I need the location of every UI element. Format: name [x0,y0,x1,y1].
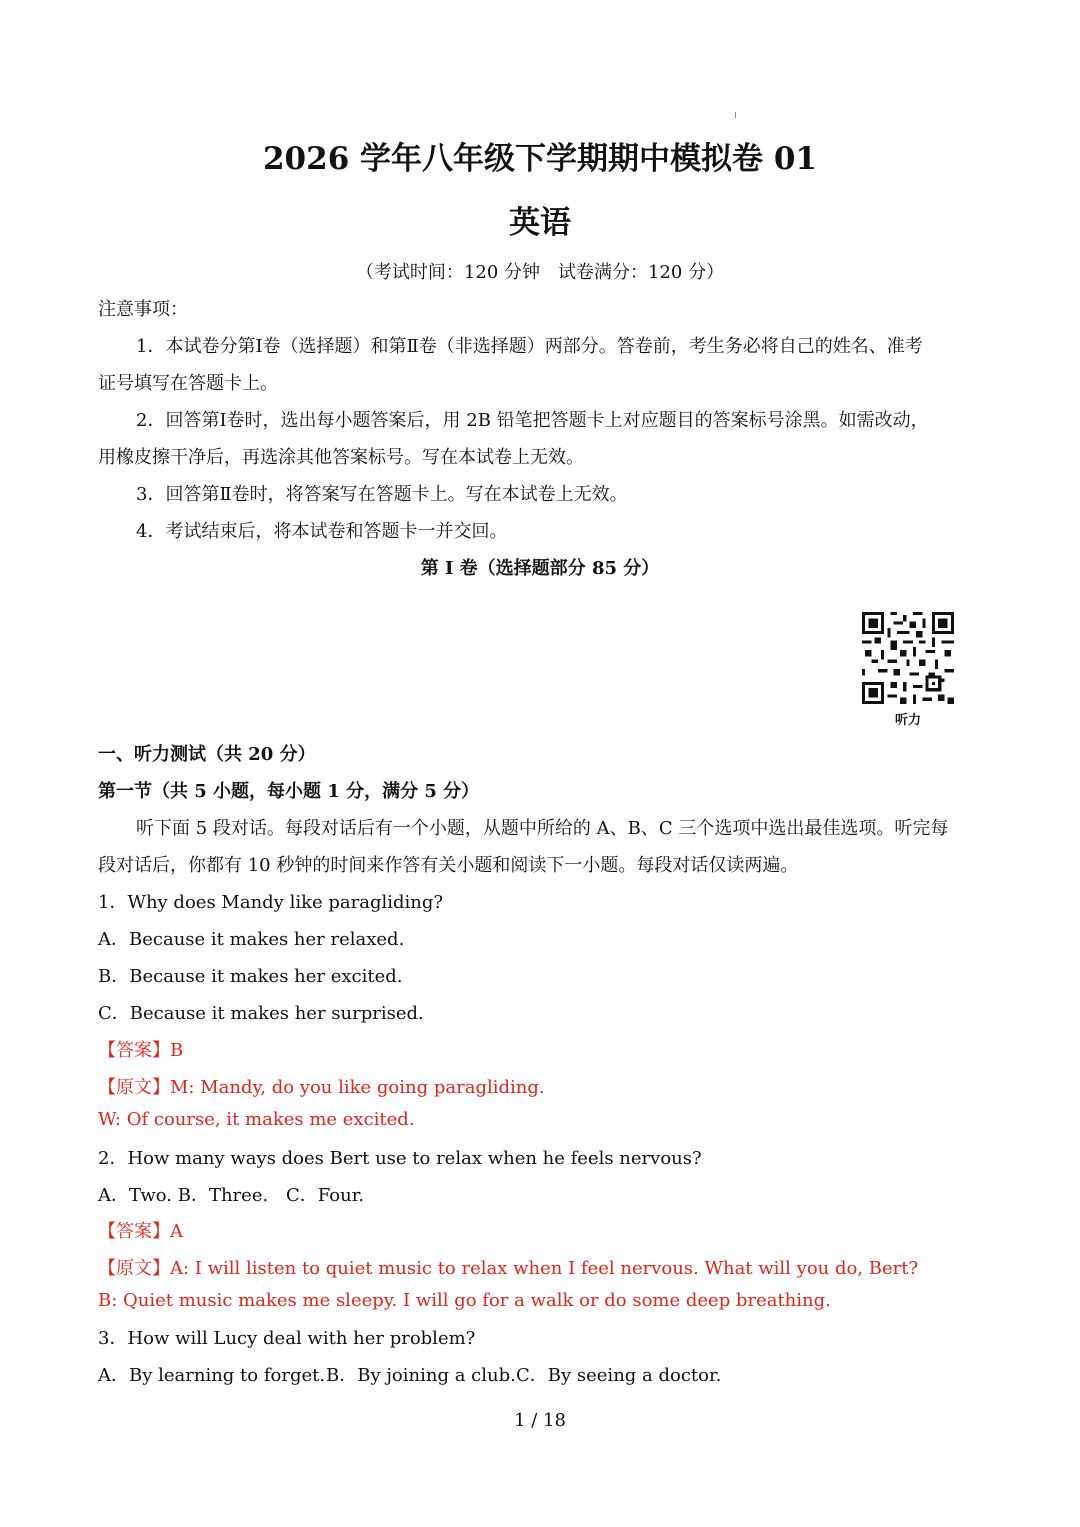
notice-item-2-cont: 用橡皮擦干净后，再选涂其他答案标号。写在本试卷上无效。 [98,447,584,468]
q2-answer: 【答案】A [98,1221,183,1242]
exam-info: （考试时间：120 分钟 试卷满分：120 分） [355,262,725,283]
q3-option-c: C．By seeing a doctor. [516,1365,722,1386]
section1-subheading: 第一节（共 5 小题，每小题 1 分，满分 5 分） [98,781,480,802]
q2-transcript-2: B: Quiet music makes me sleepy. I will go for a walk or do some deep breathing. [98,1290,831,1311]
q1-option-c: C．Because it makes her surprised. [98,1003,424,1024]
q2-option-ab: A．Two. B．Three. [98,1185,269,1206]
q3-option-a: A．By learning to forget. [98,1365,326,1386]
notice-item-1: 1．本试卷分第Ⅰ卷（选择题）和第Ⅱ卷（非选择题）两部分。答卷前，考生务必将自己的姓名、准考 [136,336,923,357]
q2-transcript-1: 【原文】A: I will listen to quiet music to relax when I feel nervous. What will you do, Bert? [98,1258,919,1279]
q3-option-b: B．By joining a club. [326,1365,516,1386]
notice-item-4: 4．考试结束后，将本试卷和答题卡一并交回。 [136,521,508,542]
q3-stem: 3．How will Lucy deal with her problem? [98,1328,476,1349]
section1-instructions: 听下面 5 段对话。每段对话后有一个小题，从题中所给的 A、B、C 三个选项中选出最佳选项。听完每 [136,818,949,839]
notice-item-1-cont: 证号填写在答题卡上。 [98,373,278,394]
part1-title: 第 I 卷（选择题部分 85 分） [420,558,660,579]
section1-instructions-cont: 段对话后，你都有 10 秒钟的时间来作答有关小题和阅读下一小题。每段对话仅读两遍。 [98,855,799,876]
q1-transcript-1: 【原文】M: Mandy, do you like going paragliding. [98,1077,545,1098]
subject-title: 英语 [509,205,571,241]
notice-heading: 注意事项： [98,299,188,320]
section1-heading: 一、听力测试（共 20 分） [98,744,316,765]
q1-option-b: B．Because it makes her excited. [98,966,403,987]
q2-stem: 2．How many ways does Bert use to relax when he feels nervous? [98,1148,702,1169]
page-number: 1 / 18 [514,1410,566,1431]
q1-stem: 1．Why does Mandy like paragliding? [98,892,444,913]
qr-label: 听力 [894,713,921,728]
q1-option-a: A．Because it makes her relaxed. [98,929,405,950]
q1-transcript-2: W: Of course, it makes me excited. [98,1109,415,1130]
exam-title: 2026 学年八年级下学期期中模拟卷 01 [262,141,817,177]
notice-item-2: 2．回答第Ⅰ卷时，选出每小题答案后，用 2B 铅笔把答题卡上对应题目的答案标号涂黑。如需改动， [136,410,929,431]
qr-code-icon[interactable] [862,612,954,704]
q2-option-c: C．Four. [286,1185,365,1206]
notice-item-3: 3．回答第Ⅱ卷时，将答案写在答题卡上。写在本试卷上无效。 [136,484,628,505]
scan-mark [735,112,736,118]
q1-answer: 【答案】B [98,1040,184,1061]
